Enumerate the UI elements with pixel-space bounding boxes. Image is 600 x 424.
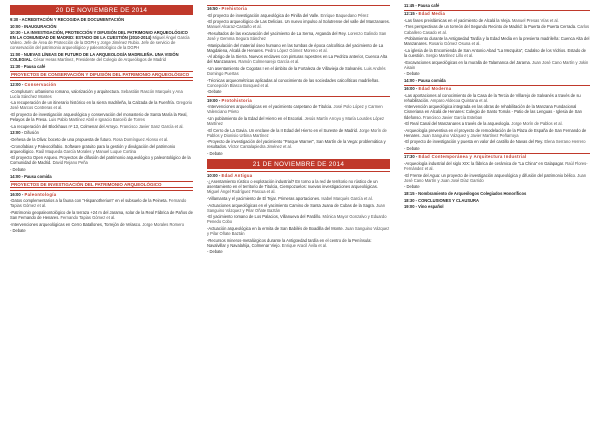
entry-title: -La recuperación de un itinerario histórico en la sierra madrileña, la Calzada de la Fuenfría.: [10, 100, 175, 106]
entry-title: -La recuperación del Blockhaus nº 13, Colmenar del Arroyo.: [10, 123, 119, 129]
entry-title: -Intervenciones arqueológicas en el yacimiento carpetano de Titulcia.: [207, 104, 333, 110]
entry-title: -Resultados de las excavación del yacimiento de La Serna, Arganda del Rey.: [207, 31, 347, 37]
entry-title: -Cronofabias y Paleocolfabio. Software gratuito para la gestión y divulgación del patrimonio arqueológico.: [10, 143, 176, 154]
program-entry: [404, 191, 590, 196]
program-entry: [10, 210, 193, 220]
program-entry: [10, 64, 193, 69]
entry-title: -Las aportaciones al conocimiento de la Casa de la Tercia de Villarejo de Salvanés a través de su rehabilitación.: [404, 92, 581, 103]
entry-title: -El proyecto arqueológico de Las Delicias. Un nuevo impulso al Solutrense del valle del Manzanares.: [207, 19, 390, 25]
session-label: Edad Moderna: [418, 86, 452, 92]
entry-author: Elena Serrano Herrero: [544, 139, 586, 145]
entry-title: -El yacimiento romano de Los Palacios, Villanueva del Pardillo.: [207, 214, 322, 220]
entry-title: -Datos complementarios a la fauna con "Hispanotherium" en el subsuelo de la Peineta.: [10, 198, 168, 204]
entry-author: Carlos Caballero Casado et al.: [404, 24, 590, 35]
program-entry: [404, 146, 590, 151]
program-entry: [404, 204, 590, 209]
program-entry: [404, 36, 590, 46]
entry-title: Difusión: [24, 130, 39, 136]
program-entry: [10, 30, 193, 50]
program-entry: [404, 121, 590, 126]
session-heading: [10, 190, 193, 197]
program-entry: [10, 174, 193, 179]
day-header: 20 DE NOVIEMBRE DE 2014: [10, 5, 193, 15]
session-time: 19:00 -: [207, 97, 222, 103]
program-entry: [10, 222, 193, 227]
column-day2-afternoon: [404, 3, 590, 423]
program-entry: [404, 93, 590, 103]
program-entry: [10, 52, 193, 62]
program-entry: [404, 161, 590, 171]
program-entry: [207, 13, 390, 18]
entry-author: Jorge Morales Romero: [142, 221, 185, 227]
session-heading: [10, 80, 193, 87]
program-entry: [207, 151, 390, 156]
entry-title: -Villamanta y el yacimiento de El Tejar. Primeras aportaciones.: [207, 196, 321, 202]
session-heading: [404, 153, 590, 160]
entry-author: Raúl Flores-Fernández et al.: [404, 160, 588, 171]
entry-author: Juan Sanguino Vázquez y Pilar Oñate Baztán: [207, 202, 385, 213]
program-entry: [404, 104, 590, 119]
entry-time: 11:00 - NUEVAS LÍNEAS DE FUTURO DE LA ARQUEOLOGÍA MADRILEÑA. UNA VISIÓN COLEGIAL.: [10, 52, 179, 63]
entry-author: Juan José Cano Martín y Juan José Díaz Garrido: [404, 172, 587, 183]
entry-title: -El Cerro de La Gavia. Un enclave de la II Edad del Hierro en el Sureste de Madrid.: [207, 127, 359, 133]
entry-title: -Arqueología industrial del siglo XIX: la fábrica de cerámica de "La China" en Galapagar.: [404, 160, 565, 166]
program-entry: [207, 104, 390, 114]
program-entry: [10, 24, 193, 29]
session-label: Edad Media: [418, 11, 446, 17]
entry-author: Miguel Ángel Rodríguez Pascua et al.: [207, 189, 276, 195]
program-entry: [10, 167, 193, 172]
entry-title: -Arqueología preventiva en el proyecto de remodelación de la Plaza de España de San Fernando de Henares.: [404, 127, 587, 138]
program-entry: [404, 198, 590, 203]
entry-title: -El proyecto de investigación y puesta en valor del castillo de Navas del Rey.: [404, 139, 544, 145]
session-heading: [207, 171, 390, 178]
section-title: PROYECTOS DE CONSERVACIÓN Y DIFUSIÓN DEL PATRIMONIO ARQUEOLÓGICO: [10, 71, 193, 79]
program-entry: [207, 179, 390, 194]
entry-author: Francisco Javier Sanz García et al.: [119, 123, 184, 129]
entry-author: Jorge Morín de Pablos y Dionisio Urbina Martínez: [207, 127, 387, 138]
program-entry: [404, 3, 590, 8]
session-time: 12:15 -: [404, 11, 419, 17]
entry-author: Víctor Cantalapiedra Jiménez et al.: [228, 144, 292, 150]
entry-author: Enrique Aracil Ávila et al.: [281, 242, 328, 248]
program-entry: [207, 31, 390, 41]
entry-title: -Intervención arqueológica integrada en las obras de rehabilitación de la Manzana Fundacional Cisneriana en Alcalá de Henares: Colegio de Santo Tomás - Patio de las Lenguas - Iglesia de San Ildefonso.: [404, 104, 582, 120]
entry-title: -Al abrigo de la Sierra. Nuevos enclaves con pinturas rupestres en La Pedriza anterior, Cuenca Alta del Manzanares.: [207, 54, 388, 65]
session-time: 16:00 -: [10, 191, 25, 197]
entry-author: Pedro López Gómez Moreno et al.: [265, 47, 328, 53]
program-entry: [207, 19, 390, 29]
entry-author: Juan José Cano Martín y Jokin Aisain: [404, 59, 589, 70]
entry-time: 13:00 -: [10, 130, 25, 136]
program-entry: [207, 43, 390, 53]
entry-author: Rosario Gómez Osuna et al.: [428, 41, 481, 47]
entry-time: 19:00 - Vino español: [404, 204, 444, 210]
entry-author: Enrique Baquedano Pérez: [320, 12, 369, 18]
entry-author: César Heras Martínez, Presidente del Colegio de Arqueólogos de Madrid: [33, 57, 166, 63]
entry-author: Fernando Tapias Gómez et al.: [10, 198, 187, 209]
program-entry: [404, 71, 590, 76]
entry-author: Manuel Presas Vías et al.: [512, 17, 559, 23]
session-label: Protohistoria: [221, 97, 253, 103]
entry-title: -La iglesia de la Encomienda de San Antonio Abad "La Mezquita", Cadalso de los Vidrios. Estado de la cuestión.: [404, 47, 586, 58]
program-entry: [207, 89, 390, 94]
entry-title: -El Real Canal del Manzanares a través de la arqueología.: [404, 121, 511, 127]
session-label: Prehistoria: [221, 6, 248, 11]
entry-title: -Manipulación del material óseo humano en las tumbas de época calcolítica del yacimiento de La Magdalena, Alcalá de Henares.: [207, 42, 384, 53]
program-entry: [207, 226, 390, 236]
entry-title: -Actuación arqueológica en la ermita de San Babilés de Boadilla del Monte.: [207, 226, 344, 232]
entry-time: 18:30 - CONCLUSIONES Y CLAUSURA: [404, 197, 479, 203]
entry-author: Amparo Aldecoa Quintana et al.: [430, 97, 488, 103]
entry-author: Juan Sanguino Vázquez y Pilar Oñate Baztán: [207, 226, 390, 237]
column-day1-morning: [10, 3, 193, 423]
program-entry: [10, 198, 193, 208]
entry-author: Francisco Javier García Esteban: [422, 114, 483, 120]
entry-author: José Polo López y Carmen Valenciano Prieto: [207, 104, 383, 115]
entry-author: Sergio Martínez Lillo et al.: [425, 52, 474, 58]
entry-title: -Recursos mineros-metalúrgicos durante la Antigüedad tardía en el centro de la Península: Navalvillar y Navalahija, Colmenar Viejo.: [207, 237, 372, 248]
entry-author: Concepción Blasco Bosqued et al.: [207, 82, 270, 88]
entry-title: -Las fases preislámicas en el yacimiento de Alcalá la Vieja.: [404, 17, 511, 23]
program-entry: [207, 214, 390, 224]
entry-author: Ramón Colmenarejo García et al.: [238, 59, 300, 65]
entry-title: - Debate: [404, 146, 420, 152]
program-entry: [10, 89, 193, 99]
entry-title: -El proyecto de investigación arqueológica y conservación del monasterio de Santa María la Real, Pelayos de la Presa.: [10, 111, 188, 123]
entry-title: -Excavaciones arqueológicas en la muralla de Talamanca del Jarama.: [404, 59, 531, 65]
session-time: 12:00 -: [10, 81, 25, 87]
program-entry: [404, 48, 590, 58]
entry-title: -Intervenciones arqueológicas en Cerro Batallones, Torrejón de Velasco.: [10, 221, 142, 227]
program-entry: [10, 137, 193, 142]
entry-author: Mónica Mayor Gonzalvo y Eduardo Penedo Cobo: [207, 214, 387, 225]
program-entry: [404, 78, 590, 83]
entry-author: Jesús Martín Arroyo y María Lourdes López Martínez: [207, 116, 385, 127]
program-entry: [10, 155, 193, 165]
session-heading: [404, 10, 590, 17]
entry-title: -Dehesa de la Oliva: boceto de una propuesta de futuro.: [10, 136, 112, 142]
entry-title: -Tres perspectivas de un torreón del Segundo Recinto de Madrid: la Puerta de Puerta Cerrada.: [404, 24, 577, 30]
entry-time: 11:45 - Pausa café: [404, 3, 440, 8]
program-entry: [207, 139, 390, 149]
entry-title: - Debate: [10, 166, 26, 172]
session-time: 17:30 -: [404, 154, 419, 160]
entry-title: -Debate: [207, 89, 222, 95]
section-title: PROYECTOS DE INVESTIGACIÓN DEL PATRIMONIO ARQUEOLÓGICO: [10, 181, 193, 189]
entry-time: 18:15 - Nombramiento de Arqueólogos Colegiados Honoríficos: [404, 190, 527, 196]
program-entry: [10, 144, 193, 154]
entry-title: -El Frente del Agua: un proyecto de investigación arqueológica y difusión del patrimonio bélico.: [404, 172, 577, 178]
session-heading: [207, 5, 390, 12]
entry-author: Raúl Maqueda García Morales y Manuel Luque Cortina: [35, 148, 137, 154]
entry-title: - Debate: [404, 184, 420, 190]
program-entry: [404, 18, 590, 23]
entry-title: -Un asentamiento de Cogotas I en el ámbito de la Fortaleza de Villavieja de Salvanés.: [207, 66, 364, 72]
program-entry: [10, 228, 193, 233]
entry-title: -Patrimonio geopaleontológico de la terraza +24 m del Jarama, solar de la Real Fábrica de Paños de San Fernando de Henares.: [10, 210, 193, 221]
entry-author: Luis Andrés Domingo Puertas: [207, 66, 386, 77]
entry-title: - Debate: [207, 151, 223, 157]
entry-time: 10:30 - LA INVESTIGACIÓN, PROTECCIÓN Y DIFUSIÓN DEL PATRIMONIO ARQUEOLÓGICO EN LA COMUNIDAD DE MADRID: ESTADO DE LA CUESTIÓN (2010-2014): [10, 30, 188, 41]
session-label: Edad Contemporánea y Arquitectura Industrial: [418, 154, 527, 160]
program-entry: [207, 238, 390, 248]
session-time: 16:00 -: [404, 86, 419, 92]
program-entry: [10, 17, 193, 22]
session-label: Edad Antigua: [221, 172, 253, 178]
entry-title: -Técnicas arqueométricas aplicadas al conocimiento de las sociedades calcolíticas madrileñas.: [207, 77, 380, 83]
program-entry: [10, 100, 193, 110]
entry-title: -Compluturn: urbanismo romano, valorización y arquitectura.: [10, 88, 120, 94]
program-entry: [404, 24, 590, 34]
entry-time: 9:30 - ACREDITACIÓN Y RECOGIDA DE DOCUMENTACIÓN: [10, 17, 125, 22]
program-entry: [207, 128, 390, 138]
program-entry: [207, 78, 390, 88]
entry-author: Rosa Domínguez Alonso et al.: [113, 136, 169, 142]
entry-title: -El proyecto Open Arqueo. Proyectos de difusión del patrimonio arqueológico y paleontológico de la Comunidad de Madrid.: [10, 155, 191, 166]
entry-time: 10:00 - INAUGURACIÓN: [10, 23, 57, 29]
column-day1-afternoon: [207, 3, 390, 423]
program-entry: [404, 173, 590, 183]
entry-title: -¿Asentamiento rústico o explotación industrial? En torno a la red de territorio no rústico de un asentamiento en el territorio de Titulcia, Ciempozuelos: nuevas investigaciones arqueológicas.: [207, 179, 378, 190]
entry-title: -Actuaciones arqueológicas en el yacimiento Camino de Santa Juana de Cubas de la Sagra.: [207, 202, 375, 208]
entry-author: Sebastián Rascón Marqués y Ana Lucía Sánchez Montes: [10, 88, 183, 99]
program-entry: [207, 249, 390, 254]
entry-time: 14:00 - Pausa comida: [10, 173, 52, 179]
entry-author: Lorenzo Galindo San José y Gemma Segura Sánchez: [207, 31, 387, 42]
program-entry: [207, 116, 390, 126]
entry-title: -Un poblamiento de la Edad del Hierro en el Escorial.: [207, 116, 304, 121]
entry-time: 11:30 - Pausa café: [10, 63, 46, 69]
program-entry: [207, 196, 390, 201]
program-entry: [10, 112, 193, 122]
entry-title: - Debate: [404, 71, 420, 77]
program-entry: [404, 128, 590, 138]
entry-author: Gregorio José Marcos Contreras et al.: [10, 100, 193, 111]
entry-author: David Rejano Peña: [52, 160, 88, 166]
program-entry: [404, 184, 590, 189]
entry-author: Jorge Morín de Pablos et al.: [511, 121, 563, 127]
entry-title: - Debate: [10, 228, 26, 234]
entry-author: Juan Sanguino Vázquez y Javier Martínez Peñarroya: [421, 132, 519, 138]
program-entry: [207, 66, 390, 76]
program-entry: [404, 139, 590, 144]
program-entry: [10, 124, 193, 129]
entry-author: Miguel Ángel García Valero. Jefe de Área de Protección de la DGPH y Jorge Jiménez Rubio. Jefe de servicio de conservación del patrimonio arqueológico y paleontológico de la DGPH: [10, 35, 190, 51]
entry-author: Isabel Marqués García et al.: [321, 196, 373, 202]
session-label: Conservación: [24, 81, 57, 87]
entry-title: - Debate: [207, 249, 223, 255]
entry-author: Luis Pablo Martínez Abril e Ignacio Barceló de Torres: [48, 117, 145, 123]
entry-title: -Proyecto de investigación del yacimiento "Parque Warner", San Martín de la Vega: problemática y resultados.: [207, 139, 386, 150]
session-heading: [207, 96, 390, 103]
session-label: Paleontología: [24, 191, 57, 197]
entry-title: -El proyecto de investigación arqueológica de Pinilla del Valle.: [207, 12, 320, 18]
program-entry: [10, 130, 193, 135]
entry-title: -Poblamiento durante la Antigüedad Tardía y la Edad Media en la presierra madrileña: Cuenca Alta del Manzanares.: [404, 36, 590, 47]
session-heading: [404, 85, 590, 92]
program-entry: [404, 60, 590, 70]
day-header: 21 DE NOVIEMBRE DE 2014: [207, 159, 390, 169]
session-time: 16:50 -: [207, 6, 222, 11]
session-time: 10:00 -: [207, 172, 222, 178]
entry-author: Fernando Tapias Gómez et al.: [60, 215, 116, 221]
program-entry: [207, 54, 390, 64]
entry-time: 14:00 - Pausa comida: [404, 77, 446, 83]
entry-author: Manuel Alcaraz-Castaño et al.: [207, 24, 262, 30]
program-entry: [207, 203, 390, 213]
